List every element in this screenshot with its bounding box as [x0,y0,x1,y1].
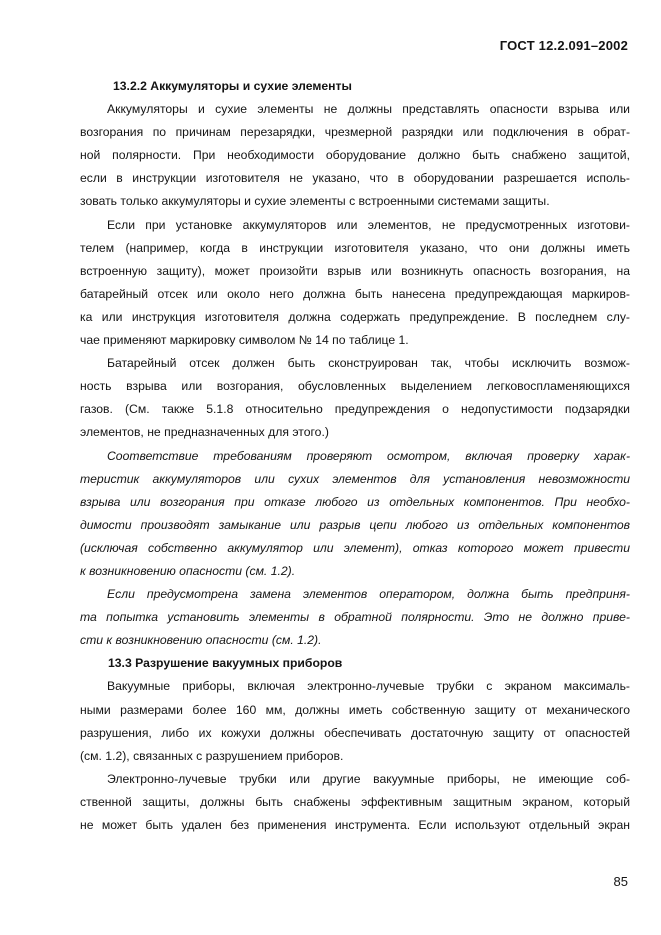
text-line: возгорания по причинам перезарядки, чрезмерной разрядки или подключения в обрат- [80,125,630,140]
section-heading-13-3: 13.3 Разрушение вакуумных приборов [108,656,343,671]
text-line: Электронно-лучевые трубки или другие вакуумные приборы, не имеющие соб- [107,771,630,786]
text-line-italic: Соответствие требованиям проверяют осмотром, включая проверку харак- [107,448,630,463]
text-line: ными размерами более 160 мм, должны иметь собственную защиту от механического [80,702,630,717]
text-line-italic: та попытка установить элементы в обратной полярности. Это не должно приве- [80,610,630,625]
text-line: Батарейный отсек должен быть сконструирован так, чтобы исключить возмож- [107,356,630,371]
text-line: если в инструкции изготовителя не указано, что в оборудовании разрешается исполь- [80,171,630,186]
text-line-italic: взрыва или возгорания при отказе любого из отдельных компонентов. При необхо- [80,494,630,509]
text-line: Вакуумные приборы, включая электронно-лучевые трубки с экраном максималь- [107,679,630,694]
standard-header: ГОСТ 12.2.091–2002 [499,38,628,53]
text-line-italic: димости производят замыкание или разрыв цепи любого из отдельных компонентов [80,517,630,532]
text-line: Если при установке аккумуляторов или элементов, не предусмотренных изготови- [107,217,630,232]
text-line: телем (например, когда в инструкции изготовителя указано, что они должны иметь [80,240,630,255]
text-line: ной полярности. При необходимости оборудование должно быть снабжено защитой, [80,148,630,163]
page-number: 85 [613,874,628,889]
text-line: батарейный отсек или около него должна быть нанесена предупреждающая маркиров- [80,286,630,301]
text-line: элементов, не предназначенных для этого.) [80,425,329,440]
text-line: чае применяют маркировку символом № 14 по таблице 1. [80,333,409,348]
text-line-italic: теристик аккумуляторов или сухих элементов для установления невозможности [80,471,630,486]
text-line: Аккумуляторы и сухие элементы не должны представлять опасности взрыва или [107,102,630,117]
text-line-italic: Если предусмотрена замена элементов оператором, должна быть предприня- [107,587,630,602]
text-line: встроенную защиту), может произойти взрыв или возникнуть опасность возгорания, на [80,263,630,278]
text-line-italic: к возникновению опасности (см. 1.2). [80,563,296,578]
text-line: ность взрыва или возгорания, обусловленных выделением легковоспламеняющихся [80,379,630,394]
body-text [80,75,630,837]
text-line: зовать только аккумуляторы и сухие элементы с встроенными системами защиты. [80,194,550,209]
text-line: не может быть удален без применения инструмента. Если используют отдельный экран [80,818,630,832]
text-line: ка или инструкция изготовителя должна содержать предупреждение. В последнем слу- [80,309,630,324]
text-line: (см. 1.2), связанных с разрушением приборов. [80,748,344,763]
section-heading-13-2-2: 13.2.2 Аккумуляторы и сухие элементы [113,79,352,93]
text-line: ственной защиты, должны быть снабжены эффективным защитным экраном, который [80,794,630,809]
text-line-italic: (исключая собственно аккумулятор или элемент), отказ которого может привести [80,540,630,555]
text-line: разрушения, либо их кожухи должны обеспечивать достаточную защиту от опасностей [80,725,630,740]
text-line-italic: сти к возникновению опасности (см. 1.2). [80,633,322,648]
text-line: газов. (См. также 5.1.8 относительно предупреждения о недопустимости подзарядки [80,402,630,417]
